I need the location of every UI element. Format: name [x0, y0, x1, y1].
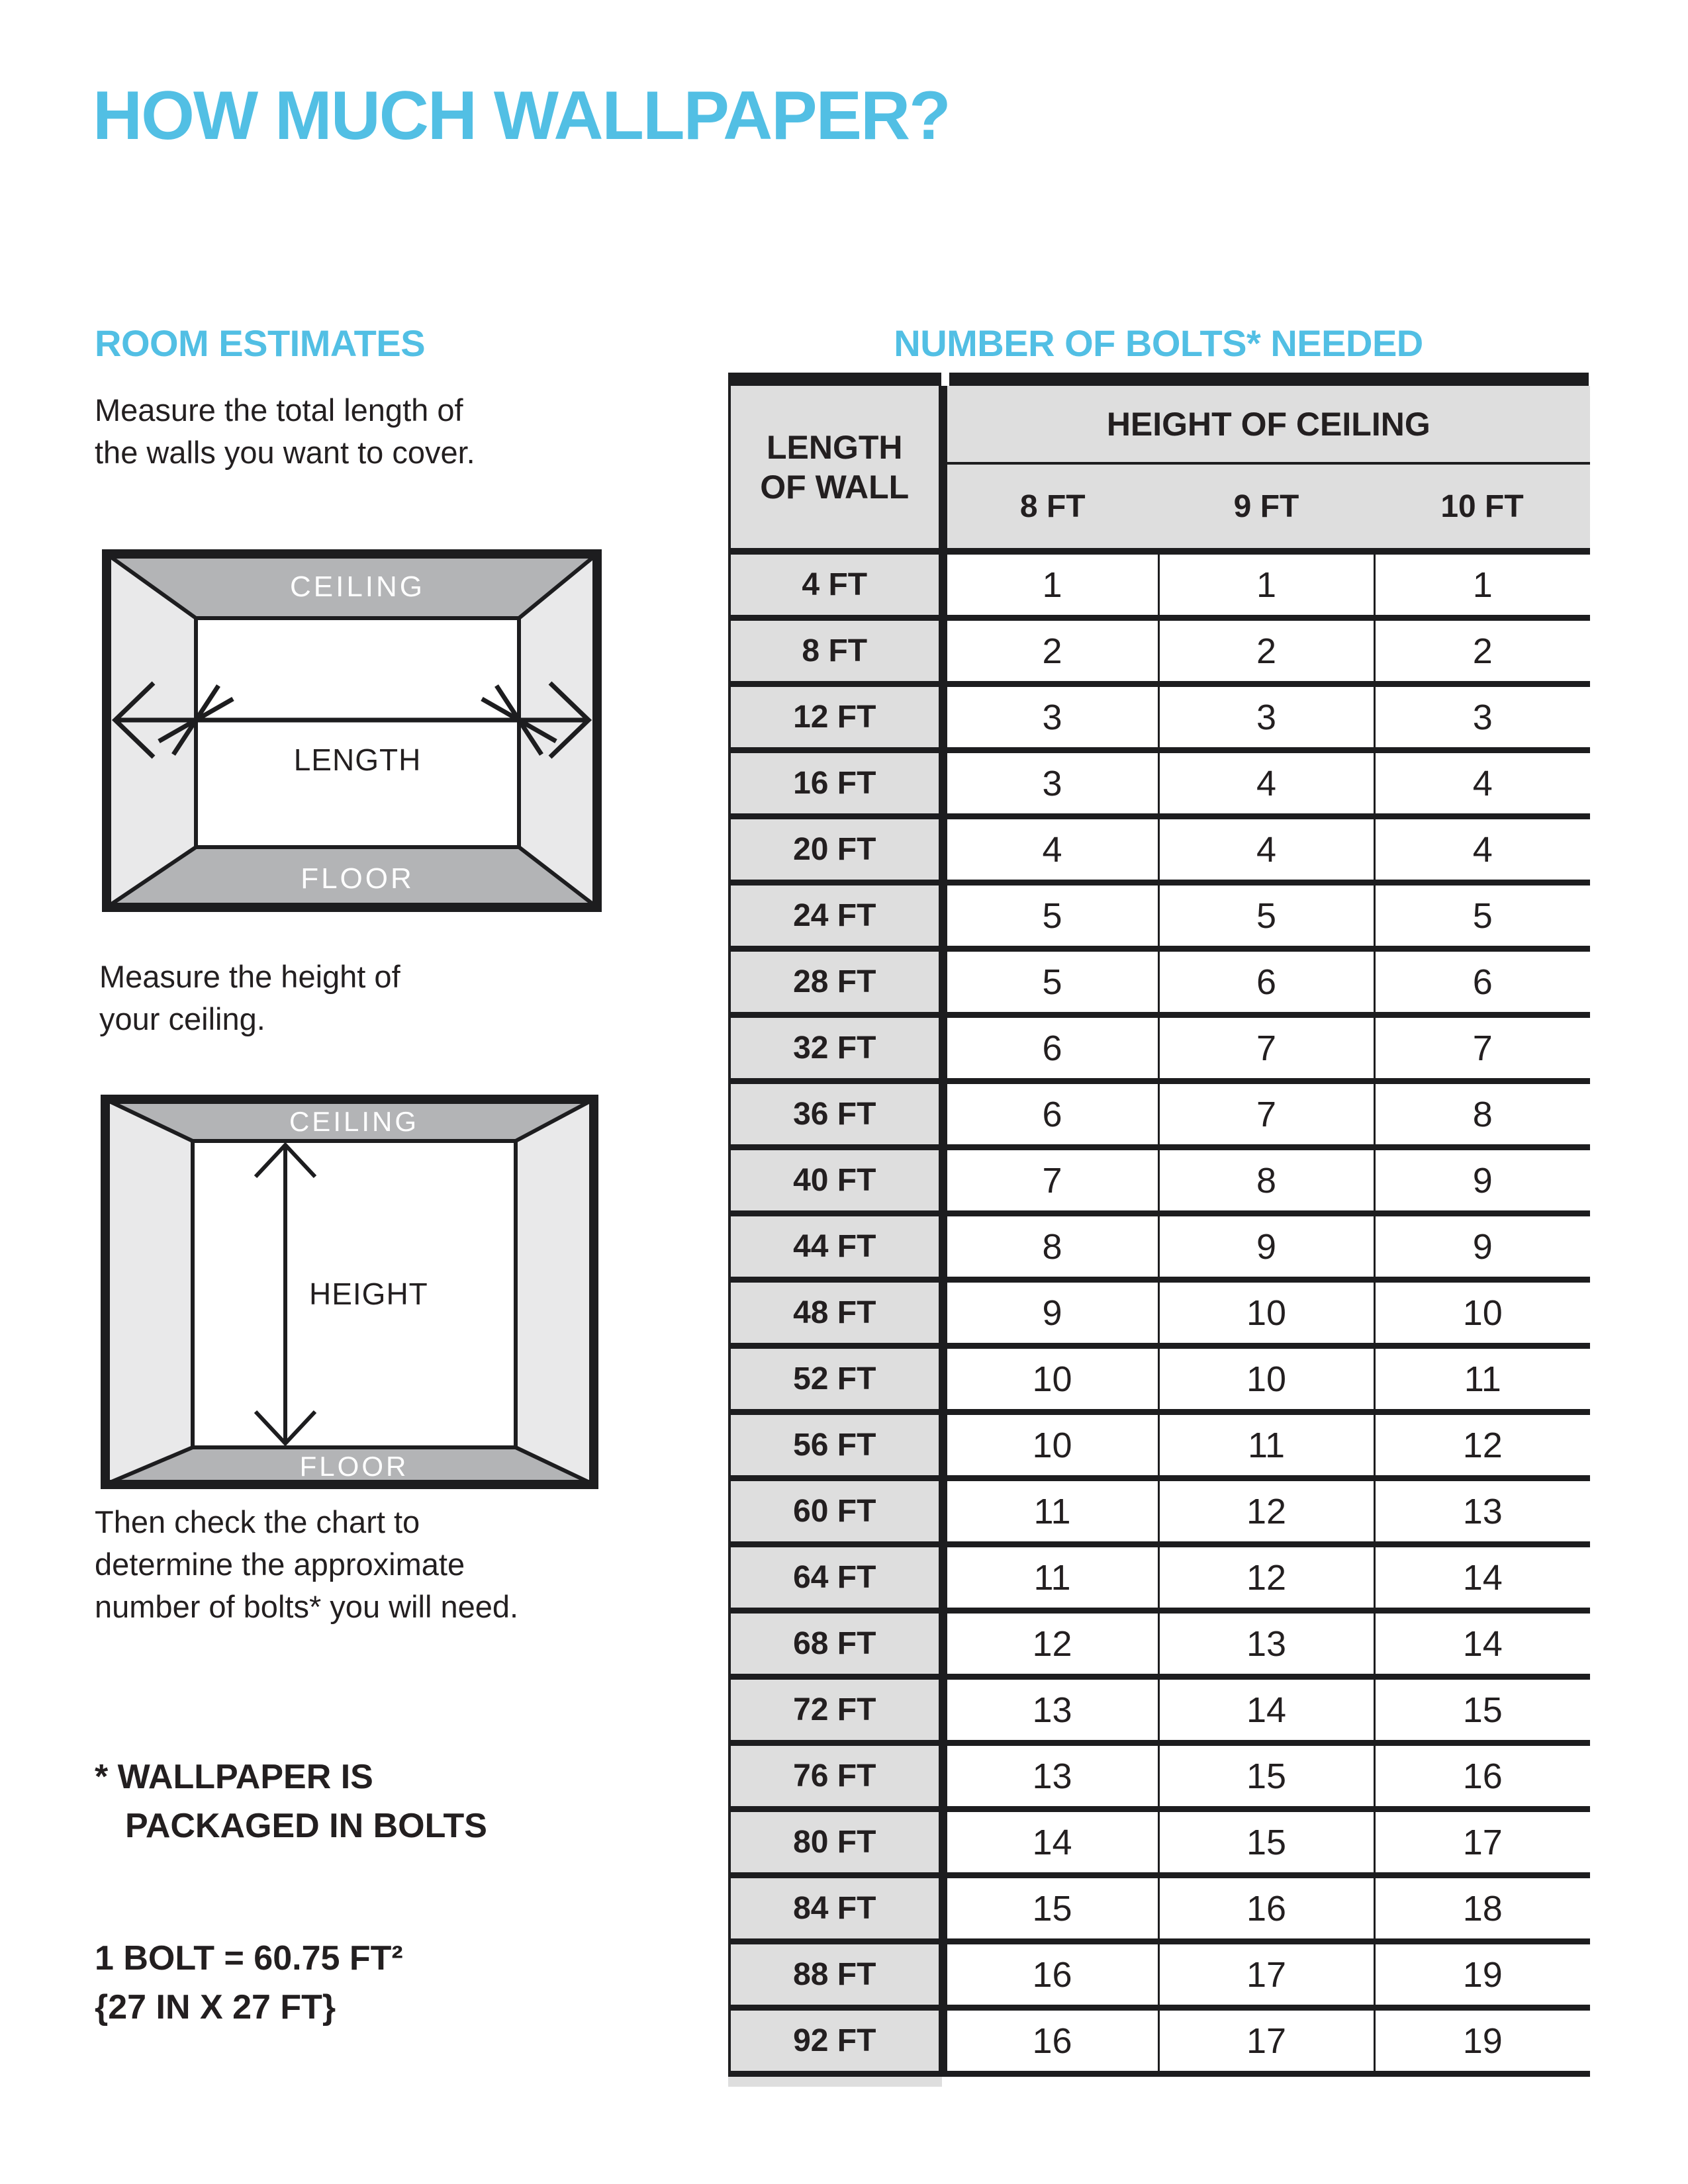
bolt-count-cell: 19: [1374, 2008, 1590, 2074]
room-estimates-heading: ROOM ESTIMATES: [95, 322, 426, 364]
bolt-count-cell: 13: [1374, 1479, 1590, 1545]
table-header-row-1: [729, 386, 1590, 463]
table-row: [729, 684, 1590, 751]
bolt-count-cell: 8: [943, 1214, 1158, 1280]
bolt-count-cell: 6: [1374, 949, 1590, 1015]
bolt-count-cell: 11: [1374, 1346, 1590, 1412]
bolt-count-cell: 13: [943, 1743, 1158, 1809]
ceiling-label: CEILING: [289, 570, 426, 603]
bolt-count-cell: 16: [1158, 1876, 1374, 1942]
row-label: 56 FT: [729, 1412, 943, 1479]
table-row: [729, 1214, 1590, 1280]
bolt-count-cell: 3: [1158, 684, 1374, 751]
row-label: 64 FT: [729, 1545, 943, 1611]
row-label: 24 FT: [729, 883, 943, 949]
row-label: 80 FT: [729, 1809, 943, 1876]
bolt-count-cell: 7: [1158, 1081, 1374, 1148]
bolt-count-cell: 6: [1158, 949, 1374, 1015]
row-label: 76 FT: [729, 1743, 943, 1809]
bolt-count-cell: 13: [1158, 1611, 1374, 1677]
length-label: LENGTH: [293, 743, 422, 777]
instruction-line: determine the approximate: [95, 1547, 465, 1582]
floor-label: FLOOR: [299, 1451, 409, 1482]
bolt-count-cell: 7: [1158, 1015, 1374, 1081]
bolt-count-cell: 17: [1374, 1809, 1590, 1876]
bolt-count-cell: 10: [1158, 1346, 1374, 1412]
bolt-count-cell: 14: [943, 1809, 1158, 1876]
room-length-diagram: [102, 549, 602, 912]
bolt-count-cell: 1: [1158, 551, 1374, 618]
bolts-needed-heading: NUMBER OF BOLTS* NEEDED: [894, 322, 1423, 364]
instruction-line: Measure the total length of: [95, 392, 463, 428]
table-row: [729, 883, 1590, 949]
table-row: [729, 751, 1590, 817]
row-label: 88 FT: [729, 1942, 943, 2008]
bolt-count-cell: 16: [1374, 1743, 1590, 1809]
bolt-count-cell: 10: [943, 1412, 1158, 1479]
table-row: [729, 1743, 1590, 1809]
bolt-count-cell: 9: [943, 1280, 1158, 1346]
table-row: [729, 1876, 1590, 1942]
bolt-count-cell: 6: [943, 1015, 1158, 1081]
bolt-count-cell: 2: [943, 618, 1158, 684]
bolt-count-cell: 4: [1374, 751, 1590, 817]
bolt-count-cell: 9: [1158, 1214, 1374, 1280]
bolt-count-cell: 7: [943, 1148, 1158, 1214]
instruction-line: number of bolts* you will need.: [95, 1589, 519, 1624]
page-title: HOW MUCH WALLPAPER?: [93, 77, 950, 154]
length-of-wall-header: [729, 386, 943, 551]
instruction-line: Measure the height of: [99, 959, 400, 994]
table-top-bar-gap: [941, 373, 949, 386]
row-label: 32 FT: [729, 1015, 943, 1081]
col-header-8ft: 8 FT: [943, 463, 1158, 551]
bolt-count-cell: 12: [1374, 1412, 1590, 1479]
bolt-count-cell: 18: [1374, 1876, 1590, 1942]
bolt-count-cell: 5: [1158, 883, 1374, 949]
bolt-count-cell: 5: [943, 883, 1158, 949]
bolt-count-cell: 2: [1374, 618, 1590, 684]
room-height-diagram: [101, 1095, 598, 1489]
bolt-count-cell: 15: [1158, 1743, 1374, 1809]
bolt-count-cell: 6: [943, 1081, 1158, 1148]
bolt-count-cell: 8: [1374, 1081, 1590, 1148]
bolt-count-cell: 16: [943, 2008, 1158, 2074]
row-label: 48 FT: [729, 1280, 943, 1346]
bolt-count-cell: 14: [1158, 1677, 1374, 1743]
bolt-count-cell: 4: [1374, 817, 1590, 883]
row-label: 36 FT: [729, 1081, 943, 1148]
table-top-bar: [728, 373, 1589, 386]
bolt-size-note: [95, 1934, 403, 2032]
bolt-count-cell: 15: [943, 1876, 1158, 1942]
col-header-10ft: 10 FT: [1374, 463, 1590, 551]
row-label: 72 FT: [729, 1677, 943, 1743]
ceiling-label: CEILING: [289, 1106, 420, 1137]
bolt-count-cell: 15: [1374, 1677, 1590, 1743]
row-label: 60 FT: [729, 1479, 943, 1545]
row-label: 52 FT: [729, 1346, 943, 1412]
footnote-line: PACKAGED IN BOLTS: [125, 1807, 487, 1845]
row-label: 8 FT: [729, 618, 943, 684]
table-row: [729, 817, 1590, 883]
bolt-count-cell: 11: [1158, 1412, 1374, 1479]
table-row: [729, 1545, 1590, 1611]
row-label: 40 FT: [729, 1148, 943, 1214]
row-label: 68 FT: [729, 1611, 943, 1677]
bolt-count-cell: 3: [943, 751, 1158, 817]
bolt-count-cell: 12: [1158, 1479, 1374, 1545]
bolt-count-cell: 4: [1158, 817, 1374, 883]
bolt-count-cell: 7: [1374, 1015, 1590, 1081]
row-label: 4 FT: [729, 551, 943, 618]
bolt-count-cell: 10: [1374, 1280, 1590, 1346]
bolt-count-cell: 1: [1374, 551, 1590, 618]
row-label: 20 FT: [729, 817, 943, 883]
instruction-measure-length: [95, 389, 475, 474]
bolt-count-cell: 14: [1374, 1611, 1590, 1677]
bolt-count-cell: 17: [1158, 2008, 1374, 2074]
table-row: [729, 1942, 1590, 2008]
bolt-count-cell: 10: [1158, 1280, 1374, 1346]
instruction-check-chart: [95, 1501, 518, 1628]
bolt-count-cell: 10: [943, 1346, 1158, 1412]
instruction-line: your ceiling.: [99, 1001, 265, 1036]
row-label: 16 FT: [729, 751, 943, 817]
instruction-line: the walls you want to cover.: [95, 435, 475, 470]
table-row: [729, 949, 1590, 1015]
row-label: 28 FT: [729, 949, 943, 1015]
bolt-count-cell: 8: [1158, 1148, 1374, 1214]
table-row: [729, 1148, 1590, 1214]
row-label: 84 FT: [729, 1876, 943, 1942]
bolt-count-cell: 11: [943, 1545, 1158, 1611]
instruction-measure-height: [99, 956, 400, 1040]
table-row: [729, 551, 1590, 618]
table-row: [729, 1412, 1590, 1479]
header-line: OF WALL: [760, 468, 910, 506]
bolt-count-cell: 2: [1158, 618, 1374, 684]
table-row: [729, 1677, 1590, 1743]
bolt-count-cell: 4: [943, 817, 1158, 883]
bolt-count-cell: 13: [943, 1677, 1158, 1743]
footnote-line: * WALLPAPER IS: [95, 1758, 373, 1796]
table-row: [729, 2008, 1590, 2074]
bolt-count-cell: 3: [943, 684, 1158, 751]
bolt-count-cell: 1: [943, 551, 1158, 618]
bolt-count-cell: 4: [1158, 751, 1374, 817]
row-label: 12 FT: [729, 684, 943, 751]
bolt-count-cell: 17: [1158, 1942, 1374, 2008]
height-of-ceiling-header: HEIGHT OF CEILING: [943, 386, 1590, 463]
table-row: [729, 1479, 1590, 1545]
col-header-9ft: 9 FT: [1158, 463, 1374, 551]
bolt-count-cell: 12: [943, 1611, 1158, 1677]
back-wall: [196, 618, 519, 847]
bolt-count-cell: 16: [943, 1942, 1158, 2008]
table-row: [729, 618, 1590, 684]
table-row: [729, 1280, 1590, 1346]
row-label: 92 FT: [729, 2008, 943, 2074]
bolts-table-body: [729, 551, 1590, 2074]
row-label: 44 FT: [729, 1214, 943, 1280]
bolt-count-cell: 19: [1374, 1942, 1590, 2008]
floor-label: FLOOR: [301, 862, 414, 895]
header-line: LENGTH: [766, 428, 903, 466]
bolt-count-cell: 11: [943, 1479, 1158, 1545]
bolt-count-cell: 14: [1374, 1545, 1590, 1611]
bolt-count-cell: 9: [1374, 1214, 1590, 1280]
wallpaper-footnote: [95, 1752, 487, 1850]
table-bottom-tab: [728, 2077, 942, 2087]
bolt-count-cell: 12: [1158, 1545, 1374, 1611]
bolt-count-cell: 15: [1158, 1809, 1374, 1876]
bolt-note-line: {27 IN X 27 FT}: [95, 1988, 336, 2026]
table-row: [729, 1346, 1590, 1412]
table-row: [729, 1611, 1590, 1677]
table-row: [729, 1809, 1590, 1876]
bolt-count-cell: 5: [943, 949, 1158, 1015]
instruction-line: Then check the chart to: [95, 1504, 420, 1539]
bolt-note-line: 1 BOLT = 60.75 FT²: [95, 1939, 403, 1978]
bolt-count-cell: 5: [1374, 883, 1590, 949]
bolt-count-cell: 9: [1374, 1148, 1590, 1214]
bolt-count-cell: 3: [1374, 684, 1590, 751]
height-label: HEIGHT: [309, 1277, 428, 1311]
table-row: [729, 1081, 1590, 1148]
table-row: [729, 1015, 1590, 1081]
bolts-table: [728, 386, 1590, 2077]
